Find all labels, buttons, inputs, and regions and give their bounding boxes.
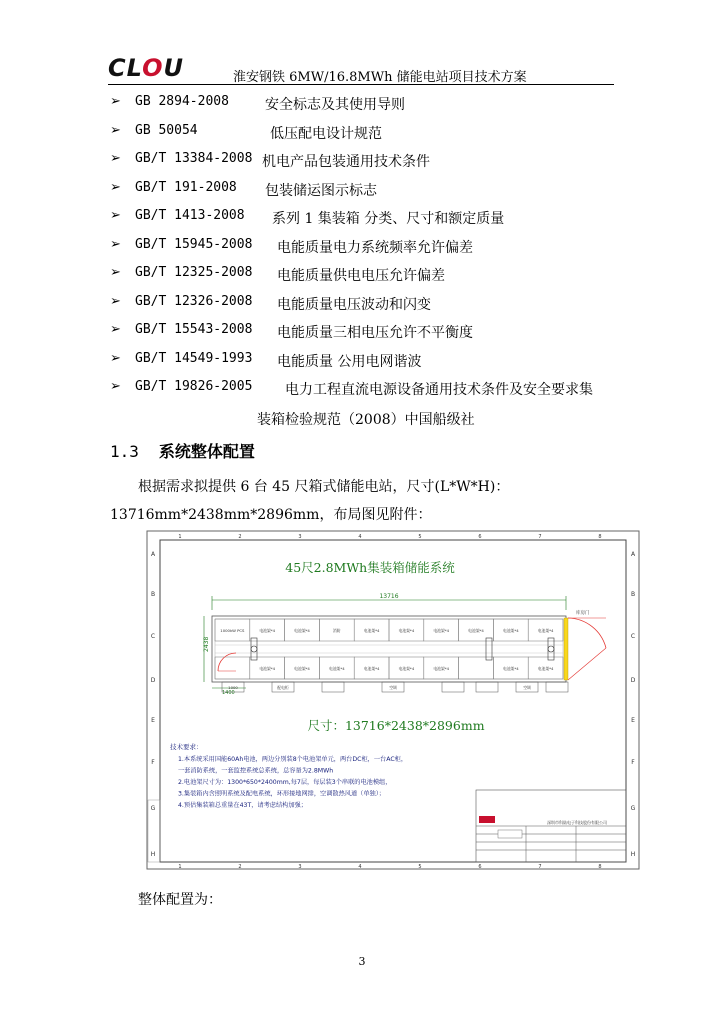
technical-note: 3.集装箱内含照明系统及配电系统，环形接地网排，空调散热风道（单独）；: [178, 790, 385, 798]
cell-label: 电池架*4: [363, 628, 380, 633]
standard-description: 机电产品包装通用技术条件: [262, 154, 430, 170]
standard-description: 安全标志及其使用导则: [265, 97, 405, 113]
standard-item: [110, 347, 630, 376]
standard-code: GB/T 15945-2008: [135, 236, 253, 252]
page-number: 3: [358, 955, 366, 968]
standard-item: [110, 147, 630, 176]
row-letter: D: [630, 677, 636, 684]
row-letter: G: [630, 805, 636, 812]
arrow-bullet-icon: ➢: [110, 293, 121, 309]
paragraph-3: 整体配置为：: [138, 892, 222, 908]
standard-code: GB/T 191-2008: [135, 179, 237, 195]
column-number: 3: [298, 864, 302, 870]
cell-label: 电池架*4: [433, 628, 450, 633]
standard-description: 系列 1 集装箱 分类、尺寸和额定质量: [272, 211, 505, 227]
standard-description: 电力工程直流电源设备通用技术条件及安全要求集: [285, 382, 593, 398]
standard-code: GB 2894-2008: [135, 94, 229, 109]
technical-note: 1.本系统采用国能60Ah电池，两边分别装8个电池架单元，两台DC柜，一台AC柜，: [178, 756, 408, 763]
row-letter: A: [630, 551, 636, 558]
drawing-title: 45尺2.8MWh集装箱储能系统: [285, 560, 455, 575]
column-number: 7: [538, 534, 542, 540]
equipment-label: 配电柜: [277, 685, 289, 690]
arrow-bullet-icon: ➢: [110, 94, 121, 109]
column-number: 7: [538, 864, 542, 870]
cell-label: 电池架*4: [294, 628, 310, 633]
technical-note: 4.预估集装箱总重量在43T，请考虑结构加强；: [178, 802, 307, 809]
column-number: 1: [178, 534, 182, 540]
column-number: 6: [478, 864, 482, 870]
length-dimension: 13716: [379, 593, 399, 600]
cell-label: 电池架*4: [537, 666, 554, 671]
standards-continuation: 装箱检验规范（2008）中国船级社: [257, 412, 475, 428]
standard-item: [110, 290, 630, 319]
cell-label: 电池架*4: [502, 628, 519, 633]
column-number: 5: [418, 534, 422, 540]
standard-code: GB 50054: [135, 122, 198, 138]
row-letter: G: [150, 805, 156, 812]
paragraph-1: 根据需求拟提供 6 台 45 尺箱式储能电站，尺寸(L*W*H)：: [138, 479, 510, 495]
row-letter: C: [150, 633, 156, 640]
arrow-bullet-icon: ➢: [110, 236, 121, 252]
cell-label: 电池架*4: [398, 666, 415, 671]
arrow-bullet-icon: ➢: [110, 122, 121, 138]
standard-item: [110, 318, 630, 347]
standard-item: [110, 233, 630, 262]
standard-description: 包装储运图示标志: [265, 182, 377, 199]
size-text: 尺寸：13716*2438*2896mm: [307, 718, 485, 733]
width-dimension: 2438: [203, 636, 210, 652]
column-number: 2: [238, 864, 242, 870]
column-number: 6: [478, 534, 482, 540]
row-letter: C: [630, 633, 636, 640]
column-number: 8: [598, 534, 602, 540]
equipment-label: 1000: [228, 685, 238, 690]
standard-code: GB/T 12325-2008: [135, 265, 253, 280]
standard-description: 电能质量三相电压允许不平衡度: [277, 325, 473, 341]
section-number: 1.3: [110, 442, 139, 461]
column-number: 8: [598, 864, 602, 870]
arrow-bullet-icon: ➢: [110, 350, 121, 366]
standard-item: [110, 375, 630, 404]
column-number: 4: [358, 534, 362, 540]
column-number: 2: [238, 534, 242, 540]
row-letter: H: [150, 851, 156, 858]
standard-item: [110, 204, 630, 233]
arrow-bullet-icon: ➢: [110, 265, 121, 280]
arrow-bullet-icon: ➢: [110, 151, 121, 166]
row-letter: B: [150, 591, 156, 598]
cell-label: 电池架*4: [468, 628, 484, 633]
cell-label: 电池架*4: [433, 666, 450, 671]
row-letter: B: [630, 591, 636, 598]
equipment-label: 空调: [523, 685, 531, 690]
section-title: 系统整体配置: [158, 442, 255, 461]
standard-code: GB/T 12326-2008: [135, 293, 253, 309]
standard-description: 电能质量电压波动和闪变: [277, 296, 431, 313]
row-letter: F: [631, 759, 635, 766]
door-label: 库房门: [576, 611, 590, 616]
notes-title: 技术要求：: [170, 743, 203, 751]
standard-code: GB/T 13384-2008: [135, 151, 253, 166]
arrow-bullet-icon: ➢: [110, 179, 121, 195]
standard-item: [110, 90, 630, 119]
company-name: 深圳市科陆电子科技股份有限公司: [547, 820, 607, 825]
row-letter: A: [150, 551, 156, 558]
cell-label: 电池架*4: [259, 628, 276, 633]
column-number: 1: [178, 864, 182, 870]
page-header: [108, 52, 614, 85]
cell-label: 电池架*4: [537, 628, 554, 633]
standard-description: 电能质量供电电压允许偏差: [277, 268, 445, 284]
cell-label: 电池架*4: [398, 628, 415, 633]
title-block-logo-icon: [479, 816, 495, 823]
cell-label: 电池架*4: [328, 666, 345, 671]
standard-description: 低压配电设计规范: [270, 125, 382, 142]
cell-label: 电池架*4: [502, 666, 519, 671]
arrow-bullet-icon: ➢: [110, 208, 121, 223]
paragraph-2: 13716mm*2438mm*2896mm，布局图见附件：: [110, 507, 432, 523]
equipment-label: 空调: [389, 685, 397, 690]
column-number: 3: [298, 534, 302, 540]
row-letter: H: [630, 851, 636, 858]
technical-note: 2.电池架尺寸为：1300*650*2400mm,每7层，每层装3个串联的电池模组，: [178, 779, 392, 786]
standards-list: [110, 90, 630, 404]
standard-item: [110, 119, 630, 148]
layout-drawing: [146, 530, 640, 870]
cell-label: 电池架*4: [363, 666, 380, 671]
cell-label: 1000kW PCS: [220, 628, 245, 633]
cell-label: 电池架*4: [259, 666, 276, 671]
small-dimension: 1400: [222, 690, 235, 696]
standard-code: GB/T 1413-2008: [135, 208, 245, 223]
row-letter: D: [150, 677, 156, 684]
column-number: 4: [358, 864, 362, 870]
standard-code: GB/T 15543-2008: [135, 322, 253, 337]
arrow-bullet-icon: ➢: [110, 322, 121, 337]
arrow-bullet-icon: ➢: [110, 379, 121, 394]
company-logo: CLOU: [108, 54, 184, 82]
standard-description: 电能质量 公用电网谐波: [277, 353, 422, 370]
section-heading: [110, 439, 255, 462]
standard-item: [110, 176, 630, 205]
standard-item: [110, 261, 630, 290]
standard-code: GB/T 19826-2005: [135, 379, 253, 394]
row-letter: E: [631, 717, 635, 724]
technical-note: 一套消防系统，一套监控系统总系统，总容量为2.8MWh: [178, 767, 334, 775]
row-letter: E: [151, 717, 155, 724]
cell-label: 消防: [333, 628, 341, 633]
row-letter: F: [151, 759, 155, 766]
standard-code: GB/T 14549-1993: [135, 350, 253, 366]
standard-description: 电能质量电力系统频率允许偏差: [277, 239, 473, 256]
document-title: 淮安钢铁 6MW/16.8MWh 储能电站项目技术方案: [233, 70, 527, 85]
cell-label: 电池架*4: [294, 666, 310, 671]
column-number: 5: [418, 864, 422, 870]
